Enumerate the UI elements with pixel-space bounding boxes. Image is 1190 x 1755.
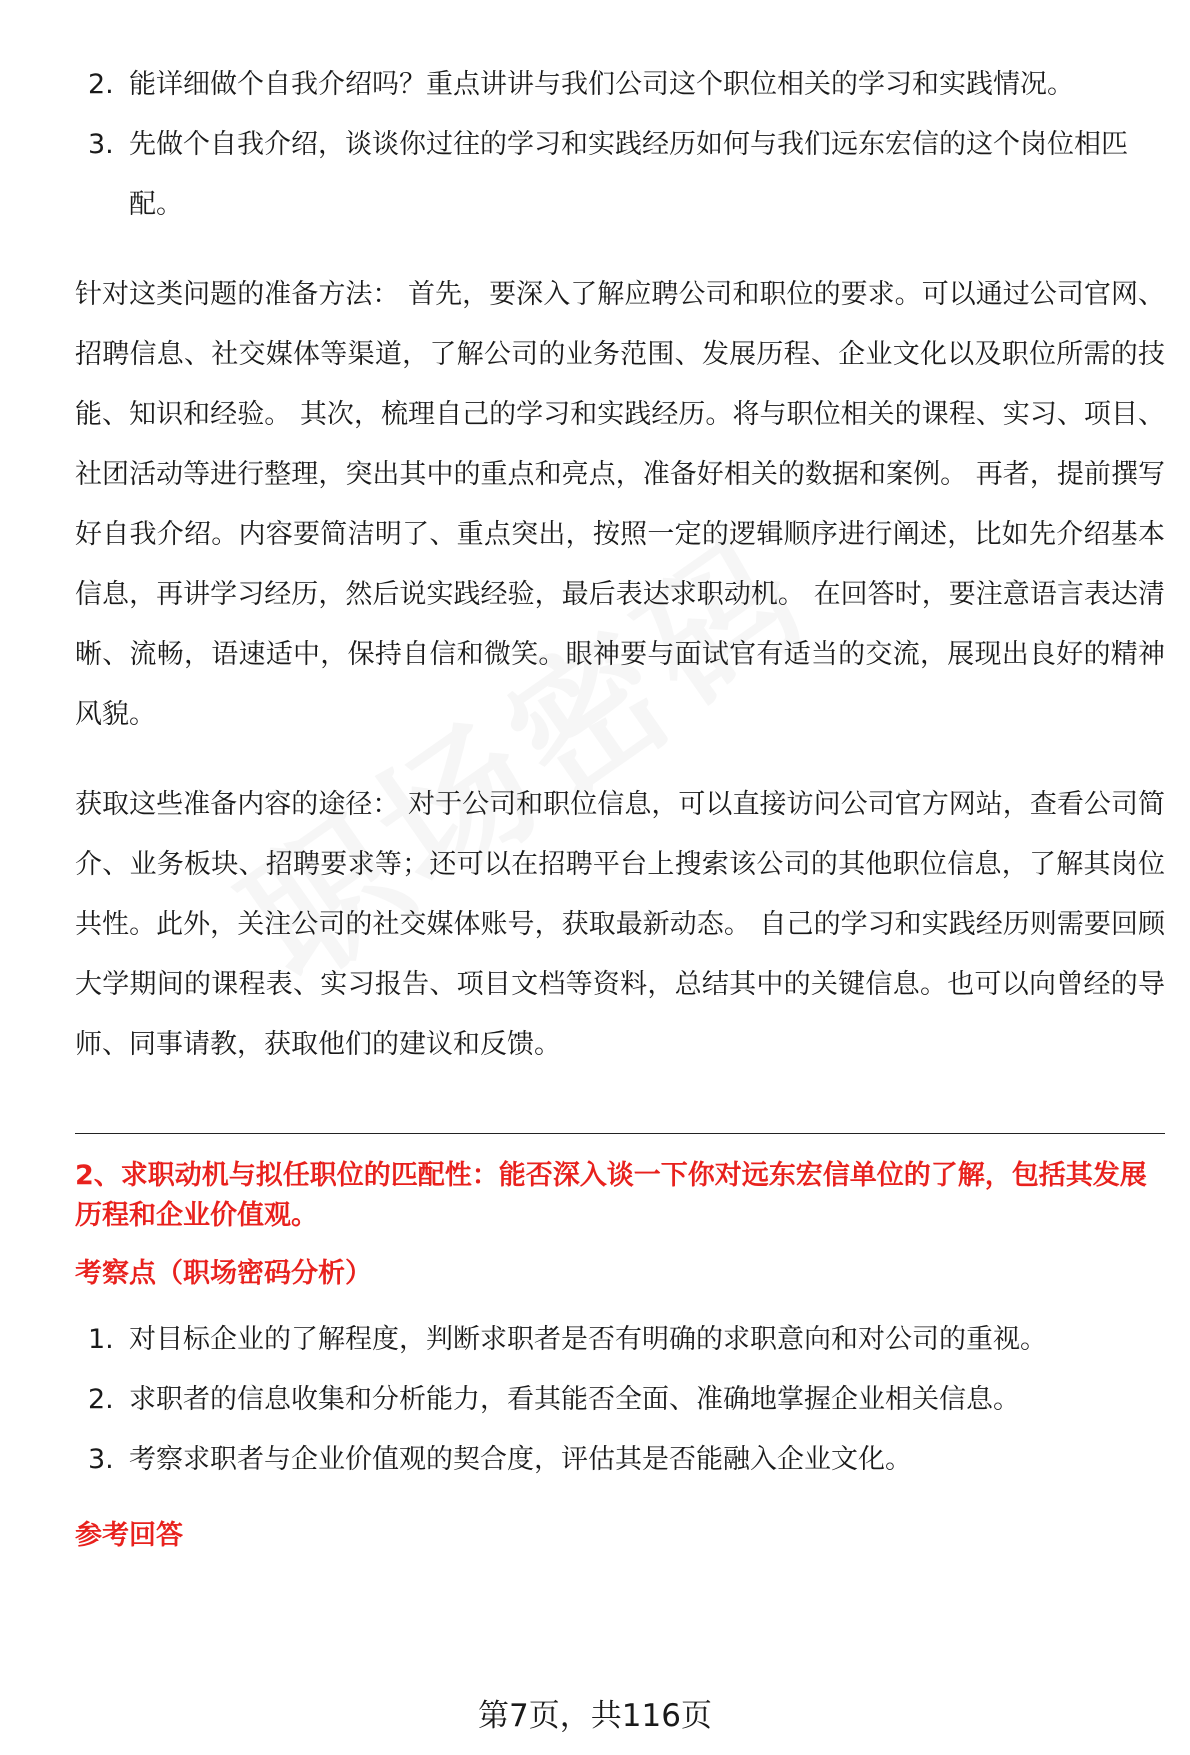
list-text: 对目标企业的了解程度，判断求职者是否有明确的求职意向和对公司的重视。 (129, 1324, 1047, 1355)
list-number: 2. (88, 69, 114, 100)
list-number: 2. (88, 1384, 114, 1415)
list-text: 先做个自我介绍，谈谈你过往的学习和实践经历如何与我们远东宏信的这个岗位相匹配。 (129, 129, 1128, 220)
page-number: 第7页，共116页 (478, 1698, 712, 1734)
section-divider (75, 1133, 1165, 1134)
list-number: 3. (88, 1444, 114, 1475)
preparation-paragraph: 针对这类问题的准备方法： 首先，要深入了解应聘公司和职位的要求。可以通过公司官网、招聘信息、社交媒体等渠道，了解公司的业务范围、发展历程、企业文化以及职位所需的技能、知识和经验。 其次，梳理自己的学习和实践经历。将与职位相关的课程、实习、项目、社团活动等进行整理，突出其中的重点和亮点，准备好相关的数据和案例。 再者，提前撰写好自我介绍。内容要简洁明了、重点突出，按照一定的逻辑顺序进行阐述，比如先介绍基本信息，再讲学习经历，然后说实践经验，最后表达求职动机。 在回答时，要注意语言表达清晰、流畅，语速适中，保持自信和微笑。眼神要与面试官有适当的交流，展现出良好的精神风貌。 (75, 279, 1165, 730)
list-item (75, 55, 1165, 115)
list-item (75, 1370, 1165, 1430)
analysis-subheading: 考察点（职场密码分析） (75, 1258, 372, 1289)
list-text: 求职者的信息收集和分析能力，看其能否全面、准确地掌握企业相关信息。 (129, 1384, 1020, 1415)
section-heading: 2、求职动机与拟任职位的匹配性：能否深入谈一下你对远东宏信单位的了解，包括其发展历程和企业价值观。 (75, 1160, 1147, 1231)
analysis-points (75, 1310, 1165, 1490)
list-item (75, 115, 1165, 235)
list-item (75, 1310, 1165, 1370)
list-text: 能详细做个自我介绍吗？重点讲讲与我们公司这个职位相关的学习和实践情况。 (129, 69, 1074, 100)
list-number: 3. (88, 129, 114, 160)
question-list (75, 55, 1165, 235)
list-text: 考察求职者与企业价值观的契合度，评估其是否能融入企业文化。 (129, 1444, 912, 1475)
page-content (75, 55, 1165, 1556)
reference-answer-label: 参考回答 (75, 1520, 183, 1551)
sources-paragraph: 获取这些准备内容的途径： 对于公司和职位信息，可以直接访问公司官方网站，查看公司简介、业务板块、招聘要求等；还可以在招聘平台上搜索该公司的其他职位信息，了解其岗位共性。此外，关注公司的社交媒体账号，获取最新动态。 自己的学习和实践经历则需要回顾大学期间的课程表、实习报告、项目文档等资料，总结其中的关键信息。也可以向曾经的导师、同事请教，获取他们的建议和反馈。 (75, 789, 1165, 1060)
list-number: 1. (88, 1324, 114, 1355)
list-item (75, 1430, 1165, 1490)
